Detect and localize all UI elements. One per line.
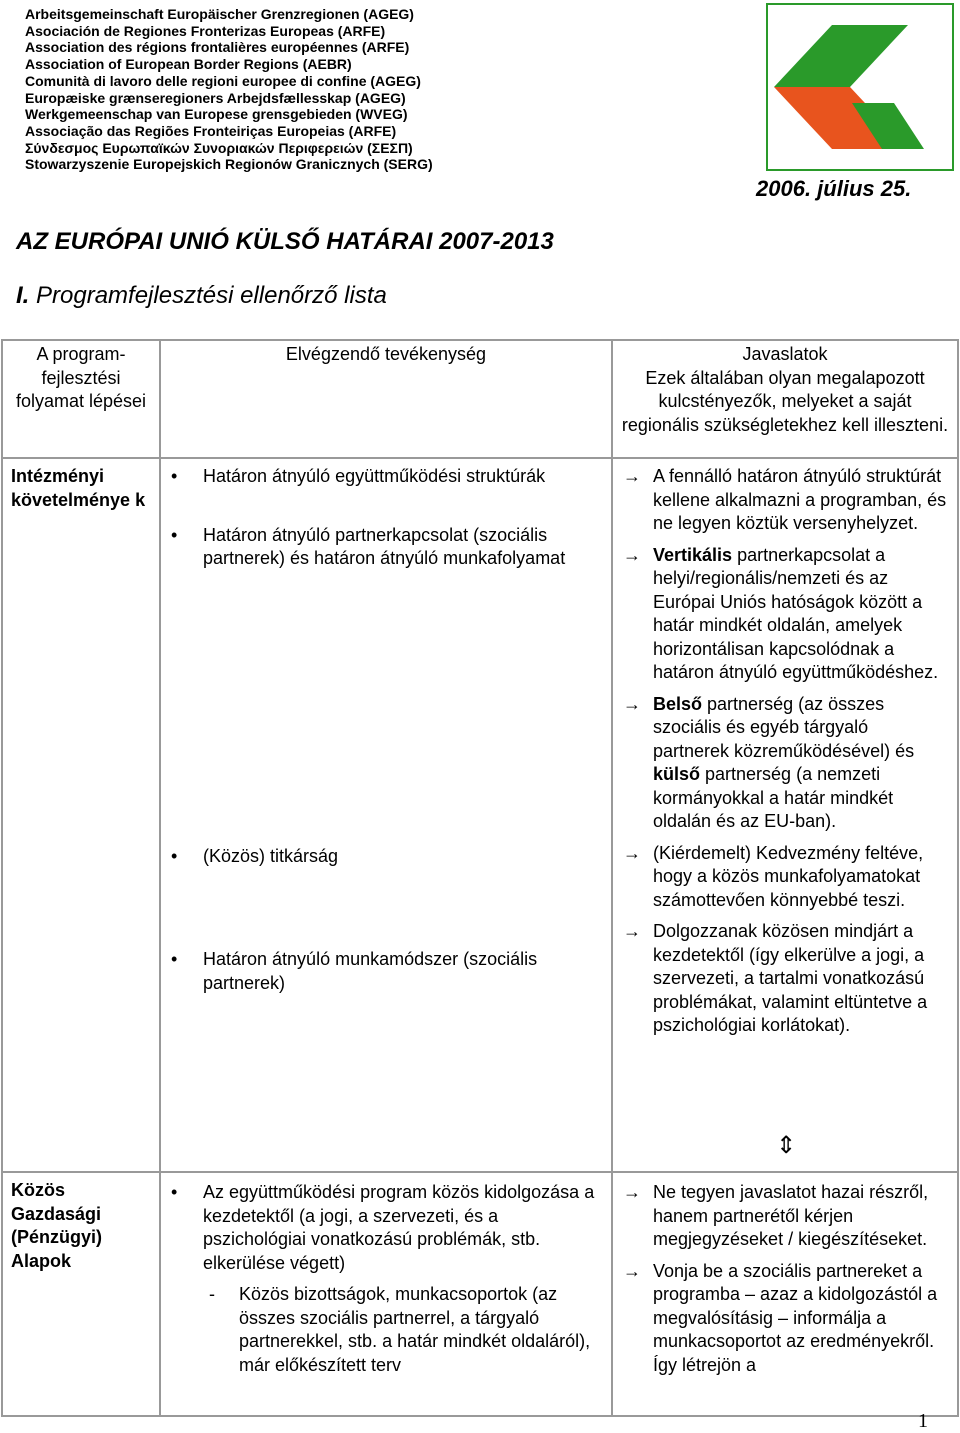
row-label-institutional: Intézményi követelménye k xyxy=(2,458,160,1172)
document-date: 2006. július 25. xyxy=(756,176,912,201)
row-label-funds: Közös Gazdasági (Pénzügyi) Alapok xyxy=(2,1172,160,1416)
suggestion-text: A fennálló határon átnyúló struktúrát kellene alkalmazni a programban, és ne legyen köztük versenyhelyzet. xyxy=(653,466,947,533)
suggestion-item xyxy=(613,842,957,913)
activities-cell xyxy=(160,458,612,1172)
document-subtitle xyxy=(16,282,387,310)
table-row xyxy=(2,1172,958,1416)
activity-list xyxy=(161,465,611,995)
page-number: 1 xyxy=(918,1410,928,1432)
org-name: Arbeitsgemeinschaft Europäischer Grenzregionen (AGEG) xyxy=(25,6,414,22)
suggestion-item xyxy=(613,920,957,1038)
arrow-icon: → xyxy=(623,921,641,941)
org-name: Comunità di lavoro delle regioni europee di confine (AGEG) xyxy=(25,72,421,89)
activity-item: • Határon átnyúló együttműködési struktúrák xyxy=(161,465,611,489)
header-activity: Elvégzendő tevékenység xyxy=(160,340,612,458)
suggestion-bold: külső xyxy=(653,764,701,784)
suggestion-text: partnerkapcsolat a helyi/regionális/nemzeti és az Európai Uniós hatóságok között a határ mindkét oldalán, amelyek horizontálisan kapcsolódnak a határon átnyúló együttműködéshez. xyxy=(653,544,939,682)
suggestion-item xyxy=(613,693,957,834)
activity-item: • Az együttműködési program közös kidolgozása a kezdetektől (a jogi, a szervezeti, és a pszichológiai vonatkozású problémák, stb. elkerülése végett) xyxy=(161,1181,611,1275)
suggestion-item xyxy=(613,465,957,536)
org-name: Asociación de Regiones Fronterizas Europeas (ARFE) xyxy=(25,22,386,39)
table-row xyxy=(2,458,958,1172)
subtitle-text: Programfejlesztési ellenőrző lista xyxy=(36,282,387,309)
checklist-table xyxy=(1,339,959,1417)
suggestion-bold: Belső xyxy=(653,693,703,714)
org-name: Associação das Regiões Fronteiriças Europeias (ARFE) xyxy=(25,122,397,139)
org-name: Europæiske grænseregioners Arbejdsfællesskap (AGEG) xyxy=(25,89,406,106)
header-steps: A program-fejlesztési folyamat lépései xyxy=(2,340,160,458)
up-down-arrow-icon: ⇕ xyxy=(776,1132,797,1159)
suggestion-text: (Kiérdemelt) Kedvezmény feltéve, hogy a közös munkafolyamatokat számottevően könnyebbé teszi. xyxy=(653,842,924,910)
activity-item: • Határon átnyúló partnerkapcsolat (szociális partnerek) és határon átnyúló munkafolyamat xyxy=(161,524,611,571)
sub-activity-item: - Közös bizottságok, munkacsoportok (az összes szociális partnerrel, a tárgyaló partnerekkel, stb. a határ mindkét oldaláról), már előkészített terv xyxy=(161,1283,611,1377)
activity-list xyxy=(161,1181,611,1275)
suggestion-text: Ne tegyen javaslatot hazai részről, hanem partnerétől kérjen megjegyzéseket / kiegészítéseket. xyxy=(653,1182,929,1249)
header-suggestions xyxy=(612,340,958,458)
org-name: Werkgemeenschap van Europese grensgebieden (WVEG) xyxy=(25,106,408,123)
table-header-row xyxy=(2,340,958,458)
org-name: Σύνδεσμος Ευρωπαϊκών Συνοριακών Περιφερειών (ΣΕΣΠ) xyxy=(25,139,413,156)
suggestions-cell xyxy=(612,1172,958,1416)
org-name: Stowarzyszenie Europejskich Regionów Granicznych (SERG) xyxy=(25,156,433,173)
activity-item: • Határon átnyúló munkamódszer (szociális partnerek) xyxy=(161,948,611,995)
suggestion-item xyxy=(613,544,957,685)
suggestion-item xyxy=(613,1181,957,1252)
suggestions-cell xyxy=(612,458,958,1172)
arrow-icon: → xyxy=(623,544,641,565)
arrow-icon: → xyxy=(623,693,641,714)
arrow-icon: → xyxy=(623,842,641,863)
org-name: Association des régions frontalières européennes (ARFE) xyxy=(25,39,410,56)
subtitle-number: I. xyxy=(16,282,37,309)
suggestion-text: partnerség (az összes szociális és egyéb tárgyaló partnerek közreműködésével) és xyxy=(653,693,915,761)
suggestion-text: Vonja be a szociális partnereket a programba – azaz a kidolgozástól a megvalósításig – informálja a munkacsoportot az eredményekről. Így létrejön a xyxy=(653,1260,938,1375)
header-suggestions-title: Javaslatok xyxy=(742,344,828,364)
header-suggestions-subtitle: Ezek általában olyan megalapozott kulcstényezők, melyeket a saját regionális szükségletekhez kell illeszteni. xyxy=(621,367,949,435)
org-name: Association of European Border Regions (AEBR) xyxy=(25,56,352,73)
suggestion-bold: Vertikális xyxy=(653,544,733,565)
suggestion-text: partnerség (a nemzeti kormányokkal a határ mindkét oldalán és az EU-ban). xyxy=(653,764,894,831)
arrow-icon: → xyxy=(623,466,641,486)
organization-names xyxy=(25,6,433,173)
aebr-logo-icon xyxy=(766,3,954,171)
activity-item: • (Közös) titkárság xyxy=(161,845,611,869)
suggestion-item xyxy=(613,1260,957,1378)
activities-cell xyxy=(160,1172,612,1416)
suggestion-text: Dolgozzanak közösen mindjárt a kezdetektől (így elkerülve a jogi, a szervezeti, a tartalmi vonatkozású problémákat, valamint eltüntetve a pszichológiai korlátokat). xyxy=(653,921,928,1035)
arrow-icon: → xyxy=(623,1182,641,1202)
document-title: AZ EURÓPAI UNIÓ KÜLSŐ HATÁRAI 2007-2013 xyxy=(16,228,554,255)
arrow-icon: → xyxy=(623,1260,641,1281)
